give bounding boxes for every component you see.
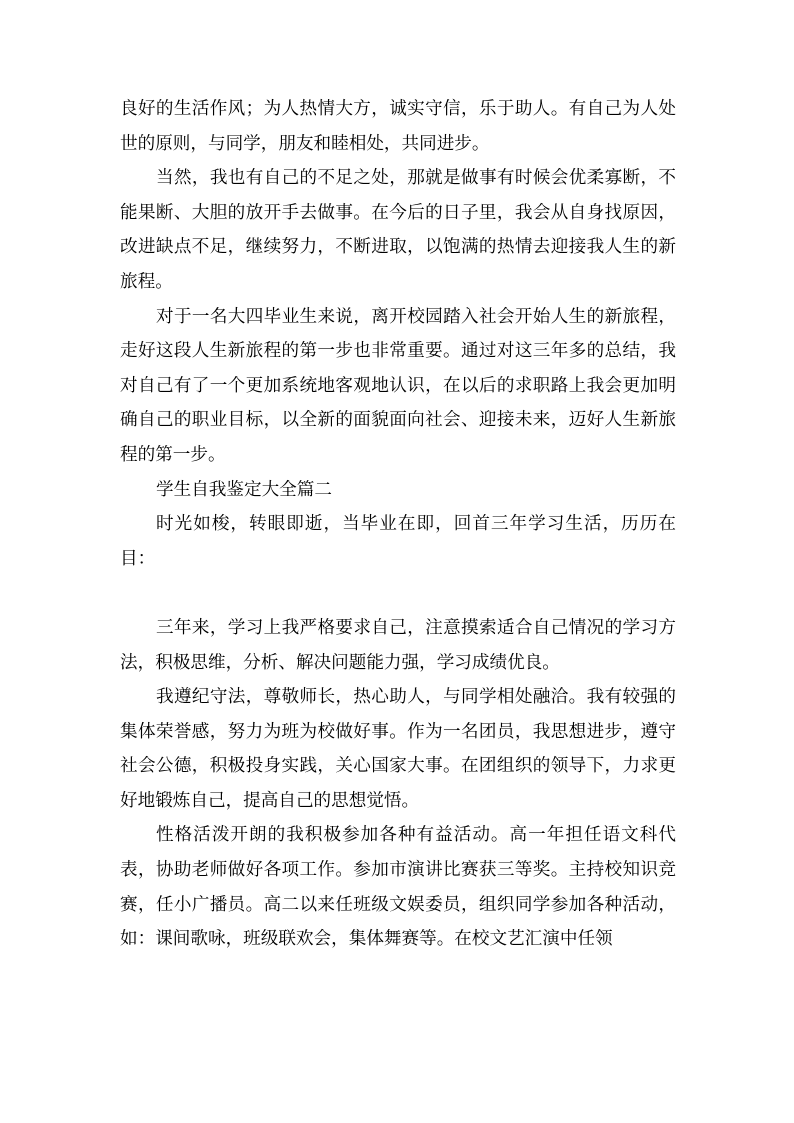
paragraph-1: 良好的生活作风；为人热情大方，诚实守信，乐于助人。有自己为人处世的原则，与同学，朋友和睦相处，共同进步。 xyxy=(120,99,676,154)
document-body xyxy=(120,92,676,957)
paragraph-6: 我遵纪守法，尊敬师长，热心助人，与同学相处融洽。我有较强的集体荣誉感，努力为班为校做好事。作为一名团员，我思想进步，遵守社会公德，积极投身实践，关心国家大事。在团组织的领导下，力求更好地锻炼自己，提高自己的思想觉悟。 xyxy=(120,687,676,811)
paragraph-2: 当然，我也有自己的不足之处，那就是做事有时候会优柔寡断，不能果断、大胆的放开手去做事。在今后的日子里，我会从自身找原因，改进缺点不足，继续努力，不断进取，以饱满的热情去迎接我人生的新旅程。 xyxy=(120,168,676,292)
blank-line xyxy=(120,576,676,611)
paragraph-4: 时光如梭，转眼即逝，当毕业在即，回首三年学习生活，历历在目： xyxy=(120,514,676,569)
paragraph-5: 三年来，学习上我严格要求自己，注意摸索适合自己情况的学习方法，积极思维，分析、解决问题能力强，学习成绩优良。 xyxy=(120,617,676,673)
paragraph-3: 对于一名大四毕业生来说，离开校园踏入社会开始人生的新旅程，走好这段人生新旅程的第一步也非常重要。通过对这三年多的总结，我对自己有了一个更加系统地客观地认识，在以后的求职路上我会更加明确自己的职业目标，以全新的面貌面向社会、迎接未来，迈好人生新旅程的第一步。 xyxy=(120,306,676,465)
section-heading: 学生自我鉴定大全篇二 xyxy=(156,479,332,500)
paragraph-7: 性格活泼开朗的我积极参加各种有益活动。高一年担任语文科代表，协助老师做好各项工作。参加市演讲比赛获三等奖。主持校知识竞赛，任小广播员。高二以来任班级文娱委员，组织同学参加各种活动，如：课间歌咏，班级联欢会，集体舞赛等。在校文艺汇演中任领 xyxy=(120,825,676,950)
